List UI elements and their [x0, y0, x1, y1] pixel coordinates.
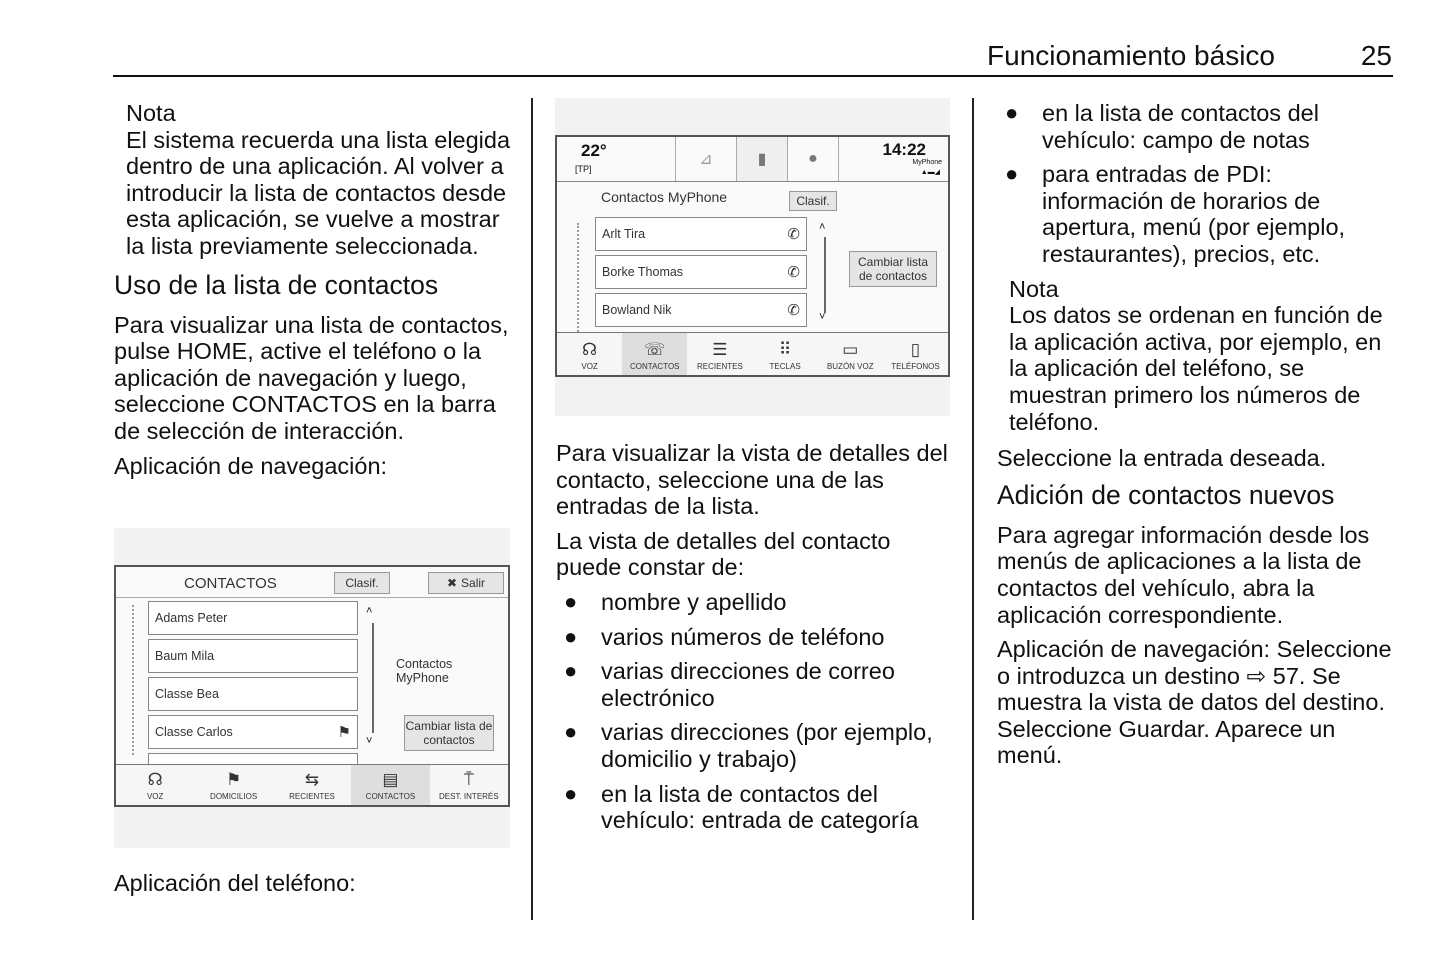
tp-indicator: [TP]: [575, 164, 592, 174]
contacts-icon: ▤: [382, 770, 399, 789]
list-item-text: varias direcciones de correo electrónico: [601, 658, 895, 711]
tab-recents[interactable]: [273, 765, 351, 805]
scrollbar[interactable]: [824, 237, 826, 313]
column-divider-1: [531, 98, 533, 920]
section-heading-add-contacts: Adición de contactos nuevos: [997, 479, 1335, 510]
tab-phones[interactable]: [883, 333, 948, 375]
tab-contacts[interactable]: [351, 765, 429, 805]
poi-icon: ⍑: [463, 770, 474, 789]
info-icon: ●: [808, 150, 818, 167]
tab-label: CONTACTOS: [365, 792, 416, 801]
phone-name: MyPhone: [912, 159, 942, 166]
scroll-down-icon[interactable]: ˅: [366, 735, 373, 747]
interaction-selector-bar: [116, 764, 508, 805]
title-divider: [116, 597, 508, 598]
temperature: 22°: [581, 141, 607, 160]
scroll-down-icon[interactable]: ˅: [819, 311, 826, 323]
detail-list-continued: [997, 100, 1397, 268]
phone-call-icon[interactable]: ✆: [787, 302, 800, 319]
clock-area: [839, 137, 948, 181]
keypad-icon: ⠿: [778, 340, 792, 359]
bullet-icon: ●: [564, 588, 578, 614]
navigation-icon: ⊿: [699, 151, 713, 168]
list-item: [997, 161, 1397, 267]
tab-homes[interactable]: [194, 765, 272, 805]
scroll-up-icon[interactable]: ˄: [366, 605, 373, 617]
clock: 14:22: [882, 140, 926, 159]
phone-screen: [555, 135, 950, 377]
nav-app-button[interactable]: [676, 137, 737, 181]
list-item-text: para entradas de PDI: información de horarios de apertura, menú (por ejemplo, restaurantes), precios, etc.: [1042, 161, 1346, 267]
list-item: [997, 100, 1397, 153]
alphabet-index[interactable]: [132, 605, 136, 755]
column-2: [556, 440, 956, 842]
list-item: [556, 781, 956, 834]
bullet-icon: ●: [564, 658, 578, 684]
detail-list: [556, 589, 956, 834]
voice-icon: ☊: [147, 770, 163, 789]
tab-label: BUZÓN VOZ: [826, 362, 874, 371]
paragraph: Para agregar información desde los menús de aplicaciones a la lista de contactos del vehículo, abra la aplicación correspondiente.: [997, 521, 1370, 628]
list-item-text: en la lista de contactos del vehículo: campo de notas: [1042, 100, 1319, 153]
phone-device-icon: ▮: [757, 151, 767, 168]
tab-label: TELÉFONOS: [891, 362, 940, 371]
recents-icon: ⇆: [304, 770, 320, 789]
list-item-text: varios números de teléfono: [601, 623, 885, 650]
paragraph: Para visualizar una lista de contactos, pulse HOME, active el teléfono o la aplicación de navegación y luego, seleccione CONTACTOS en la barra de selección de interacción.: [114, 311, 509, 444]
scroll-up-icon[interactable]: ˄: [819, 221, 826, 233]
column-1: [114, 100, 514, 487]
voice-icon: ☊: [582, 340, 598, 359]
bullet-icon: ●: [1005, 100, 1019, 125]
list-item-label: Classe Carlos: [155, 725, 233, 739]
paragraph: Aplicación del teléfono:: [114, 870, 356, 896]
scrollbar[interactable]: [372, 623, 374, 733]
column-1-bottom: [114, 870, 514, 905]
list-item[interactable]: [595, 293, 807, 327]
contacts-icon: ☏: [644, 340, 666, 359]
note-label: Nota: [126, 100, 176, 126]
list-item[interactable]: [595, 217, 807, 251]
list-item[interactable]: Adams Peter: [148, 601, 358, 635]
list-item-text: en la lista de contactos del vehículo: entrada de categoría: [601, 780, 919, 834]
flag-icon: ⚑: [337, 724, 351, 741]
exit-button[interactable]: [428, 572, 504, 594]
tab-label: TECLAS: [769, 362, 801, 371]
list-item-label: Borke Thomas: [602, 265, 684, 279]
tab-voice[interactable]: [116, 765, 194, 805]
myphone-contacts-label[interactable]: Contactos MyPhone: [396, 657, 453, 685]
signal-icon: ▲▬◢: [920, 169, 940, 176]
phone-screen-title: Contactos MyPhone: [601, 189, 728, 205]
tab-poi[interactable]: [430, 765, 508, 805]
tab-keypad[interactable]: [753, 333, 818, 375]
list-item-text: varias direcciones (por ejemplo, domicilio y trabajo): [601, 719, 933, 772]
note-label: Nota: [1009, 275, 1059, 302]
page-number: 25: [1360, 40, 1392, 71]
exit-icon: ✖: [446, 576, 458, 590]
list-item[interactable]: [595, 255, 807, 289]
list-item[interactable]: Baum Mila: [148, 639, 358, 673]
header-rule: [113, 75, 1393, 77]
info-app-button[interactable]: [788, 137, 839, 181]
tab-label: RECIENTES: [289, 792, 335, 801]
bullet-icon: ●: [564, 719, 578, 745]
list-item-text: nombre y apellido: [601, 588, 787, 615]
voicemail-icon: ▭: [842, 340, 859, 359]
status-bar: [557, 137, 948, 182]
list-item[interactable]: Classe Bea: [148, 677, 358, 711]
recents-icon: ☰: [712, 340, 728, 359]
note-text: El sistema recuerda una lista elegida dentro de una aplicación. Al volver a introducir la lista de contactos desde esta aplicación, se vuelve a mostrar la lista previamente seleccionada.: [126, 126, 511, 259]
tab-label: DEST. INTERÉS: [439, 792, 499, 801]
list-item: [556, 719, 956, 772]
tab-recents[interactable]: [687, 333, 752, 375]
tab-label: RECIENTES: [697, 362, 743, 371]
list-item-label: Bowland Nik: [602, 303, 672, 317]
column-divider-2: [972, 98, 974, 920]
exit-label: Salir: [461, 576, 486, 590]
section-heading-contact-list: Uso de la lista de contactos: [114, 269, 439, 300]
list-item-label: Arlt Tira: [602, 227, 646, 241]
change-contact-list-button[interactable]: Cambiar lista de contactos: [849, 251, 937, 287]
tab-label: CONTACTOS: [630, 362, 680, 371]
paragraph: La vista de detalles del contacto puede constar de:: [556, 527, 891, 581]
note-text: Los datos se ordenan en función de la aplicación activa, por ejemplo, en la aplicación del teléfono, se muestran primero los números de teléfono.: [1009, 302, 1383, 435]
phone-call-icon[interactable]: ✆: [787, 226, 800, 243]
nav-screen: [114, 565, 510, 807]
flag-icon: ⚑: [225, 770, 242, 789]
tab-voicemail[interactable]: [818, 333, 883, 375]
change-contact-list-button[interactable]: Cambiar lista de contactos: [404, 715, 494, 751]
tab-label: VOZ: [146, 792, 164, 801]
note-2: [1009, 276, 1397, 436]
list-item: [556, 624, 956, 651]
phone-call-icon[interactable]: ✆: [787, 264, 800, 281]
paragraph: Para visualizar la vista de detalles del contacto, seleccione una de las entradas de la lista.: [556, 440, 948, 520]
paragraph: Seleccione la entrada deseada.: [997, 445, 1327, 472]
sort-button[interactable]: Clasif.: [334, 572, 390, 594]
running-header-title: Funcionamiento básico: [987, 40, 1275, 71]
list-item[interactable]: [148, 715, 358, 749]
interaction-selector-bar: [557, 332, 948, 375]
paragraph: Aplicación de navegación: Seleccione o introduzca un destino ⇨ 57. Se muestra la vista de datos del destino. Seleccione Guardar. Aparece un menú.: [997, 636, 1392, 769]
climate-area[interactable]: [557, 137, 676, 181]
tab-voice[interactable]: [557, 333, 622, 375]
tab-label: VOZ: [581, 362, 598, 371]
note-1: [126, 100, 514, 260]
bullet-icon: ●: [564, 780, 578, 806]
list-item: [556, 658, 956, 711]
list-item: [556, 589, 956, 616]
column-3: [997, 100, 1397, 777]
tab-label: DOMICILIOS: [210, 792, 258, 801]
phone-app-button[interactable]: [737, 137, 788, 181]
sort-button[interactable]: Clasif.: [789, 191, 837, 211]
phones-icon: ▯: [910, 340, 921, 359]
tab-contacts[interactable]: [622, 333, 687, 375]
alphabet-index[interactable]: [577, 223, 581, 335]
paragraph: Aplicación de navegación:: [114, 452, 388, 479]
bullet-icon: ●: [1005, 161, 1019, 187]
bullet-icon: ●: [564, 623, 578, 649]
nav-screen-title: CONTACTOS: [184, 575, 277, 592]
